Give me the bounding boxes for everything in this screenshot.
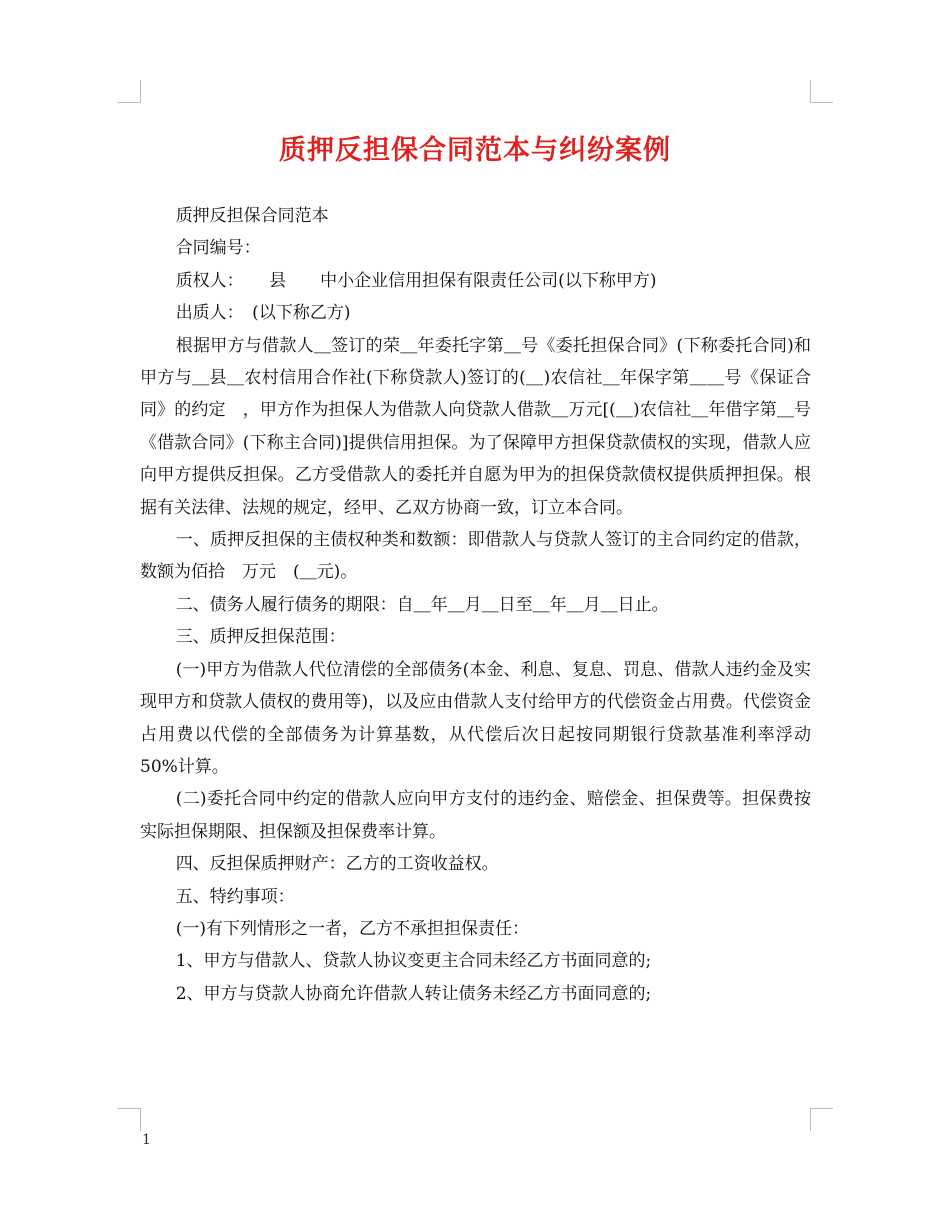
crop-mark-top-left	[118, 80, 141, 103]
clause-2: 二、债务人履行债务的期限：自＿年＿月＿日至＿年＿月＿日止。	[175, 594, 669, 615]
crop-mark-bottom-left	[118, 1108, 141, 1131]
clause-3-item-2: (二)委托合同中约定的借款人应向甲方支付的违约金、赔偿金、担保费等。担保费按实际担保期限、担保额及担保费率计算。	[140, 789, 811, 842]
pledgor-line: 出质人： (以下称乙方)	[175, 303, 351, 324]
document-title: 质押反担保合同范本与纠纷案例	[279, 135, 671, 166]
section-heading: 质押反担保合同范本	[175, 206, 329, 226]
clause-5-heading: 五、特约事项：	[175, 886, 295, 907]
document-body	[140, 200, 811, 1010]
preamble-paragraph: 根据甲方与借款人＿签订的荣＿年委托字第＿号《委托担保合同》(下称委托合同)和甲方与＿县＿农村信用合作社(下称贷款人)签订的(＿)农信社＿年保字第＿＿号《保证合同》的约定 ，甲方作为担保人为借款人向贷款人借款＿万元[(＿)农信社＿年借字第＿号《借款合同》(下称主合同)]提供信用担保。为了保障甲方担保贷款债权的实现，借款人应向甲方提供反担保。乙方受借款人的委托并自愿为甲为的担保贷款债权提供质押担保。根据有关法律、法规的规定，经甲、乙双方协商一致，订立本合同。	[140, 335, 811, 518]
clause-4: 四、反担保质押财产：乙方的工资收益权。	[175, 854, 499, 875]
crop-mark-bottom-right	[810, 1108, 833, 1131]
clause-5-item-1: (一)有下列情形之一者，乙方不承担担保责任：	[175, 918, 529, 939]
clause-3-item-1: (一)甲方为借款人代位清偿的全部债务(本金、利息、复息、罚息、借款人违约金及实现甲方和贷款人债权的费用等)，以及应由借款人支付给甲方的代偿资金占用费。代偿资金占用费以代偿的全部债务为计算基数，从代偿后次日起按同期银行贷款基准利率浮动 50%计算。	[140, 659, 811, 777]
pledgee-line: 质权人： 县 中小企业信用担保有限责任公司(以下称甲方)	[175, 270, 657, 291]
page-number: 1	[142, 1132, 151, 1148]
clause-3-heading: 三、质押反担保范围：	[175, 627, 346, 648]
list-item-2: 2、甲方与贷款人协商允许借款人转让债务未经乙方书面同意的;	[175, 983, 652, 1004]
clause-1: 一、质押反担保的主债权种类和数额：即借款人与贷款人签订的主合同约定的借款，数额为佰拾 万元 (＿元)。	[140, 530, 811, 583]
list-item-1: 1、甲方与借款人、贷款人协议变更主合同未经乙方书面同意的;	[175, 951, 652, 972]
contract-number-line: 合同编号：	[175, 238, 261, 259]
crop-mark-top-right	[810, 80, 833, 103]
